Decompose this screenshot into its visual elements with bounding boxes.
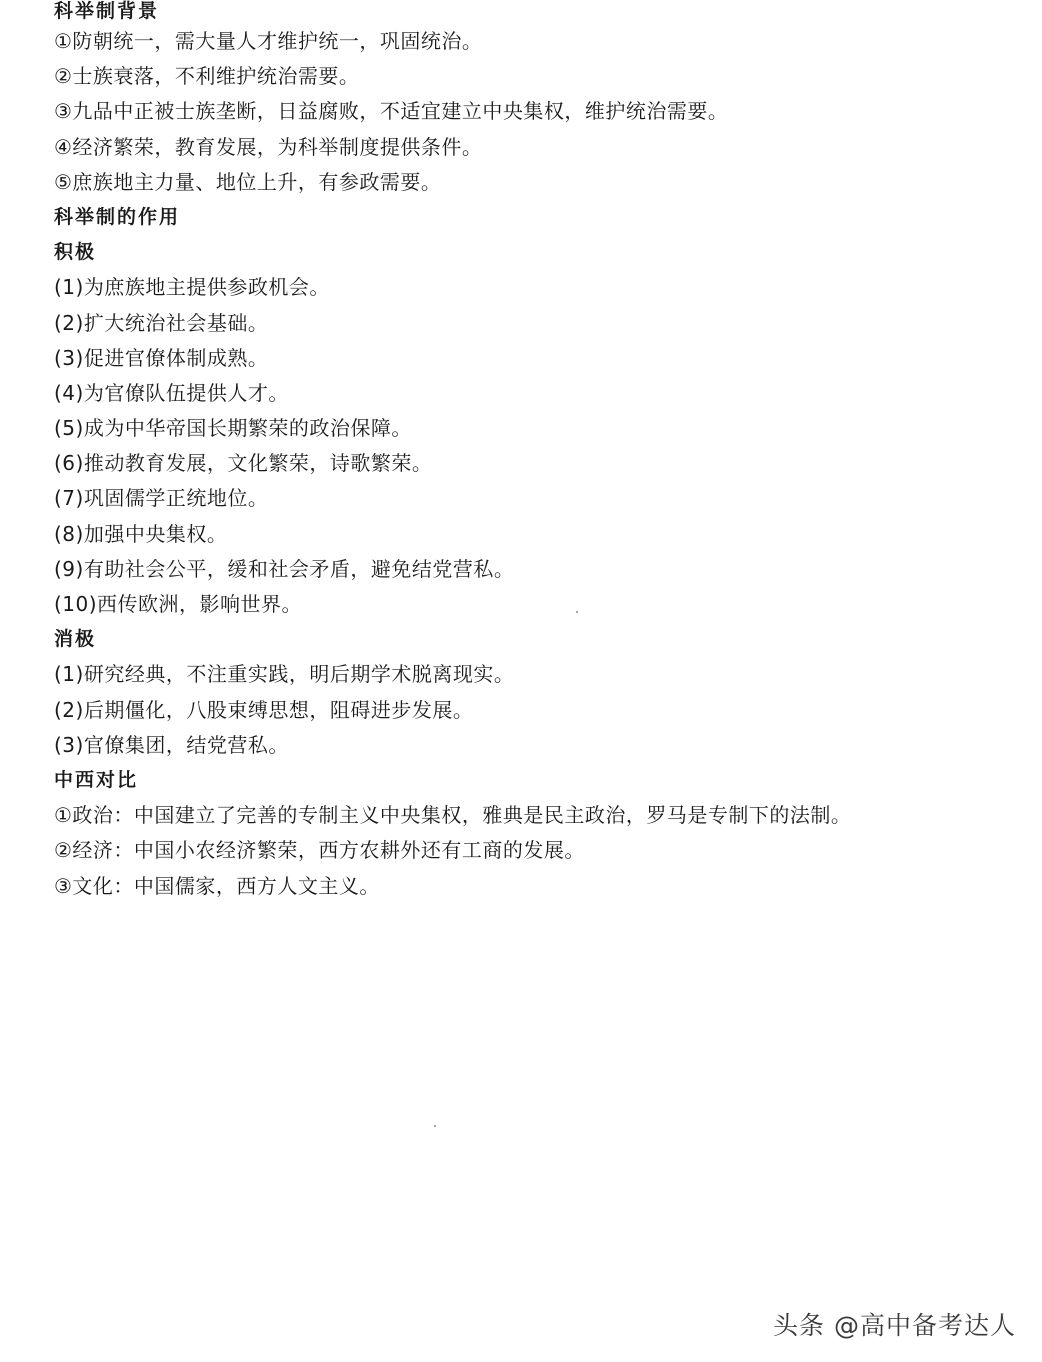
positive-item: (3)促进官僚体制成熟。 <box>54 345 269 370</box>
comparison-item: ①政治：中国建立了完善的专制主义中央集权，雅典是民主政治，罗马是专制下的法制。 <box>54 803 852 828</box>
subsection-title-negative: 消极 <box>54 628 97 651</box>
negative-item: (1)研究经典，不注重实践，明后期学术脱离现实。 <box>54 662 515 687</box>
scan-speck <box>434 1125 436 1127</box>
section-title-background: 科举制背景 <box>54 0 160 22</box>
comparison-item: ②经济：中国小农经济繁荣，西方农耕外还有工商的发展。 <box>54 838 585 863</box>
watermark-text: 头条 @高中备考达人 <box>773 1311 1016 1340</box>
positive-item: (10)西传欧洲，影响世界。 <box>54 592 303 616</box>
positive-item: (1)为庶族地主提供参政机会。 <box>54 275 330 300</box>
scan-speck <box>576 611 578 613</box>
background-item: ②士族衰落，不利维护统治需要。 <box>54 64 360 89</box>
background-item: ④经济繁荣，教育发展，为科举制度提供条件。 <box>54 134 483 159</box>
background-item: ③九品中正被士族垄断，日益腐败，不适宜建立中央集权，维护统治需要。 <box>54 99 729 124</box>
positive-item: (5)成为中华帝国长期繁荣的政治保障。 <box>54 416 412 441</box>
comparison-item: ③文化：中国儒家，西方人文主义。 <box>54 873 380 898</box>
section-title-comparison: 中西对比 <box>54 768 139 791</box>
negative-item: (2)后期僵化，八股束缚思想，阻碍进步发展。 <box>54 697 474 722</box>
positive-item: (7)巩固儒学正统地位。 <box>54 486 269 511</box>
background-item: ①防朝统一，需大量人才维护统一，巩固统治。 <box>54 29 483 53</box>
document-body <box>54 0 1014 904</box>
positive-item: (8)加强中央集权。 <box>54 521 228 546</box>
background-item: ⑤庶族地主力量、地位上升，有参政需要。 <box>54 169 442 194</box>
positive-item: (2)扩大统治社会基础。 <box>54 310 269 335</box>
positive-item: (6)推动教育发展，文化繁荣，诗歌繁荣。 <box>54 451 433 476</box>
positive-item: (9)有助社会公平，缓和社会矛盾，避免结党营私。 <box>54 556 515 581</box>
negative-item: (3)官僚集团，结党营私。 <box>54 732 289 757</box>
section-title-effects: 科举制的作用 <box>54 205 181 228</box>
subsection-title-positive: 积极 <box>54 241 97 264</box>
positive-item: (4)为官僚队伍提供人才。 <box>54 380 289 405</box>
